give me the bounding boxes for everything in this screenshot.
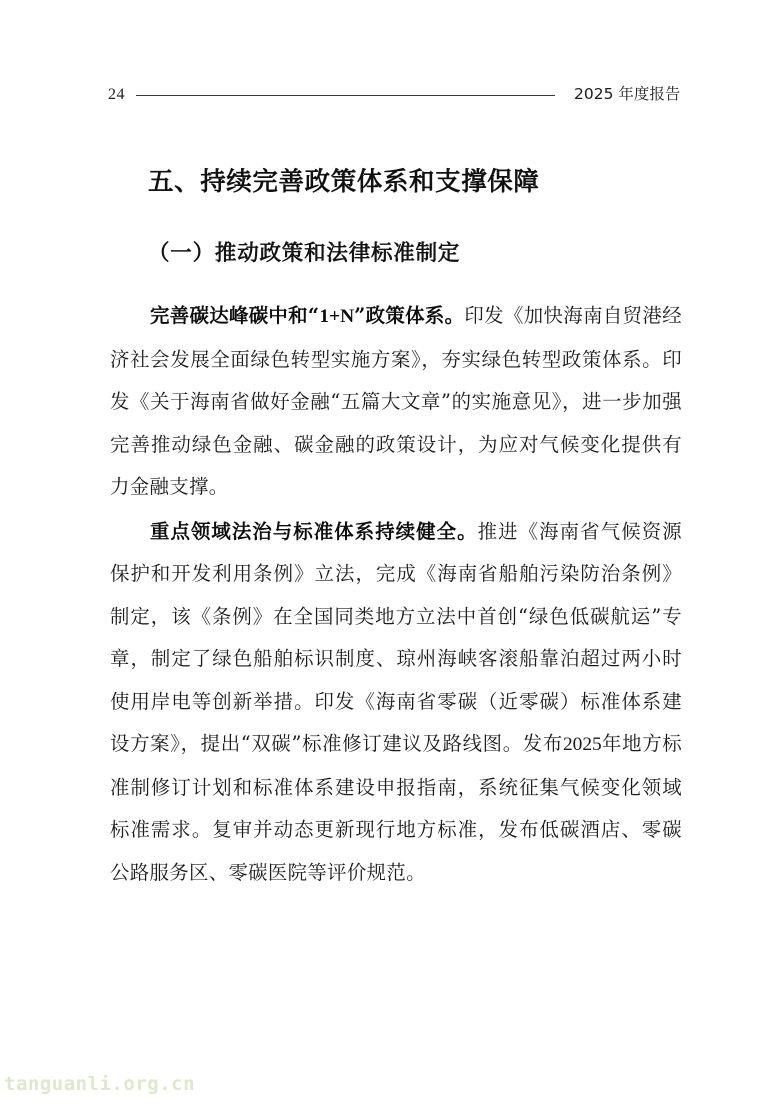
lead-text-head: 完善碳达峰碳中和 xyxy=(150,304,308,328)
subsection-heading: （一）推动政策和法律标准制定 xyxy=(148,241,461,267)
lead-text-tail: 政策体系。 xyxy=(365,304,465,328)
section-heading: 五、持续完善政策体系和支撑保障 xyxy=(148,167,540,197)
header-divider-rule xyxy=(136,95,555,96)
lead-quote-close: ” xyxy=(354,304,366,328)
site-watermark: tanguanli.org.cn xyxy=(4,1073,196,1095)
paragraph-lead-in: 重点领域法治与标准体系持续健全。 xyxy=(150,519,478,543)
page-number: 24 xyxy=(108,86,125,103)
paragraph-body-text: 印发《加快海南自贸港经济社会发展全面绿色转型实施方案》，夯实绿色转型政策体系。印发《关于海南省做好金融“五篇大文章”的实施意见》，进一步加强完善推动绿色金融、碳金融的政策设计，为应对气候变化提供有力金融支撑。 xyxy=(110,304,682,499)
inline-year-value: 2025 xyxy=(562,734,602,756)
paragraph-standards-system xyxy=(110,509,682,895)
paragraph-body-text-part1: 推进《海南省气候资源保护和开发利用条例》立法，完成《海南省船舶污染防治条例》制定，该《条例》在全国同类地方立法中首创“绿色低碳航运”专章，制定了绿色船舶标识制度、琼州海峡客滚船靠泊超过两小时使用岸电等创新举措。印发《海南省零碳（近零碳）标准体系建设方案》，提出“双碳”标准修订建议及路线图。发布 xyxy=(110,519,682,756)
paragraph-lead-in xyxy=(150,304,464,327)
paragraph-body-text-part2: 年地方标准制修订计划和标准体系建设申报指南，系统征集气候变化领域标准需求。复审并动态更新现行地方标准，发布低碳酒店、零碳公路服务区、零碳医院等评价规范。 xyxy=(110,732,683,884)
header-report-title: 2025 年度报告 xyxy=(574,85,681,104)
lead-latin-term: 1+N xyxy=(319,306,355,328)
paragraph-policy-system xyxy=(110,267,682,509)
lead-quote-open: “ xyxy=(307,304,320,328)
body-column xyxy=(110,150,682,894)
running-header xyxy=(108,82,682,108)
